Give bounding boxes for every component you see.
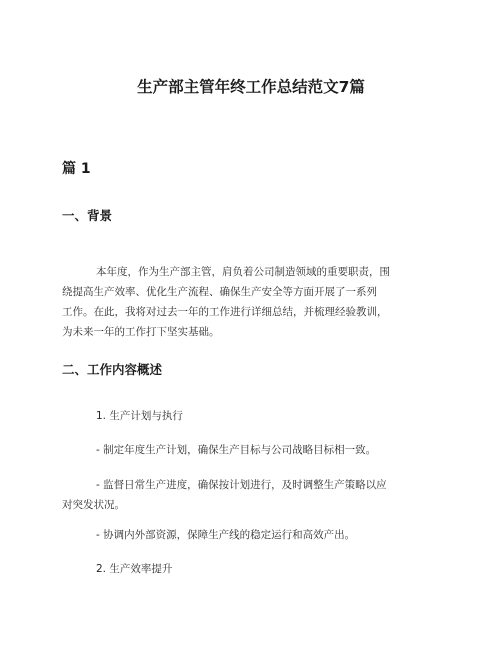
list-item-title: 1. 生产计划与执行 [96,410,183,422]
list-item: - 监督日常生产进度，确保按计划进行，及时调整生产策略以应 [96,479,387,491]
section-heading-work-overview: 二、工作内容概述 [62,362,163,377]
document-title: 生产部主管年终工作总结范文7篇 [137,78,365,96]
list-item-title: 2. 生产效率提升 [96,563,173,575]
part-heading: 篇 1 [62,161,91,177]
paragraph-line: 为未来一年的工作打下坚实基础。 [62,326,220,338]
paragraph-line: 绕提高生产效率、优化生产流程、确保生产安全等方面开展了一系列 [62,286,377,298]
list-item: - 制定年度生产计划，确保生产目标与公司战略目标相一致。 [96,444,377,456]
list-item-continuation: 对突发状况。 [62,499,125,511]
paragraph-line: 本年度，作为生产部主管，肩负着公司制造领域的重要职责，围 [96,266,390,278]
paragraph-line: 工作。在此，我将对过去一年的工作进行详细总结，并梳理经验教训， [62,306,388,318]
list-item: - 协调内外部资源，保障生产线的稳定运行和高效产出。 [96,529,356,541]
section-heading-background: 一、背景 [62,208,113,223]
